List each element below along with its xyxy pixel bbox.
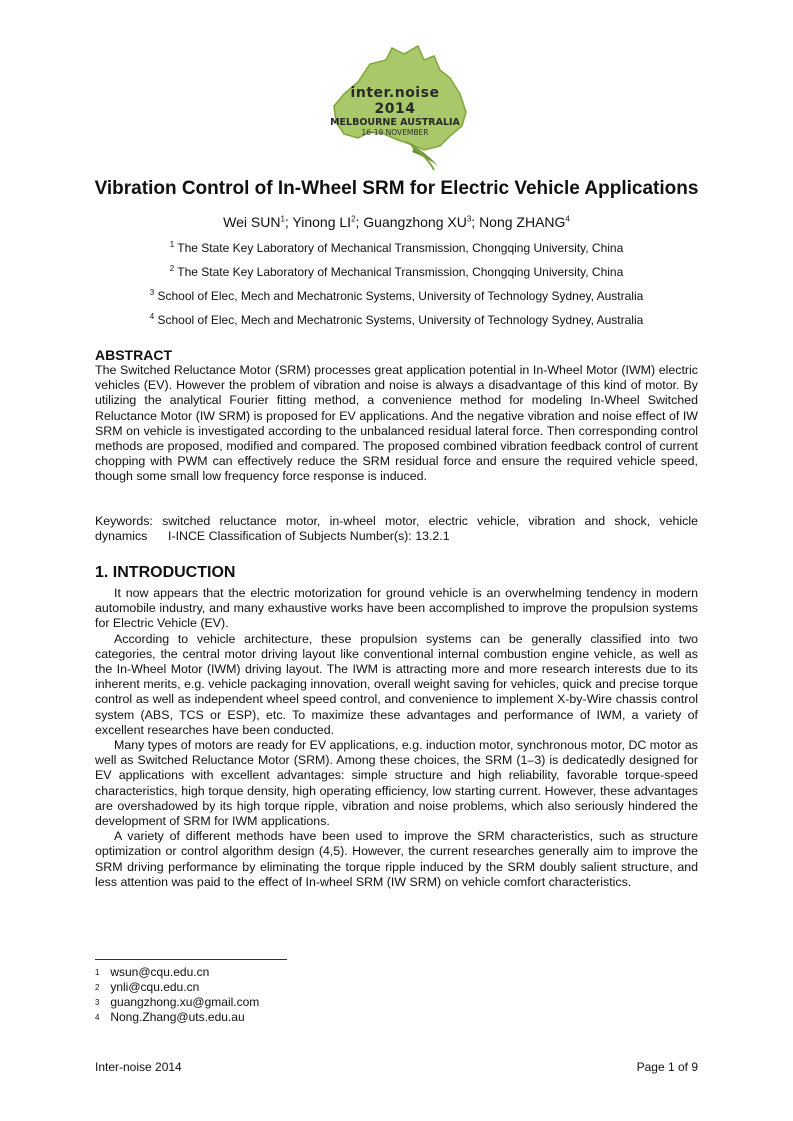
footnote-email: Nong.Zhang@uts.edu.au [110,1010,245,1024]
intro-paragraph: A variety of different methods have been used to improve the SRM characteristics, such as structure optimization or control algorithm design (4,5). However, the current researches generally aim to improve the SRM driving performance by eliminating the torque ripple induced by the SRM doubly salient structure, and less attention was paid to the effect of In-wheel SRM (IW SRM) on vehicle comfort characteristics. [95,829,698,889]
keywords-block [95,514,698,544]
intro-paragraph: It now appears that the electric motorization for ground vehicle is an overwhelming tendency in modern automobile industry, and many exhaustive works have been accomplished to improve the propulsion systems for Electric Vehicle (EV). [95,586,698,631]
logo-line-1: inter.noise 2014 [350,85,440,117]
author [223,214,285,230]
classification-text: I-INCE Classification of Subjects Number(s): 13.2.1 [168,529,450,544]
footnote-2 [95,980,199,995]
affiliation-marker: 1 [169,240,175,249]
paper-title: Vibration Control of In-Wheel SRM for Electric Vehicle Applications [94,178,699,199]
abstract-body [95,363,698,485]
logo-line-2: MELBOURNE AUSTRALIA [330,117,460,128]
footnote-email: ynli@cqu.edu.cn [110,980,200,994]
affiliation-text: The State Key Laboratory of Mechanical Transmission, Chongqing University, China [177,265,624,279]
author-name: Nong ZHANG [479,214,566,230]
footnote-number: 4 [95,1013,100,1022]
author [292,214,355,230]
footnote-number: 3 [95,998,100,1007]
footnote-3 [95,995,259,1010]
footnote-number: 1 [95,968,100,977]
author-name: Wei SUN [223,214,281,230]
author-affiliation-marker: 4 [565,214,570,224]
footnote-4 [95,1010,245,1025]
author-affiliation-marker: 1 [280,214,285,224]
affiliation-text: School of Elec, Mech and Mechatronic Systems, University of Technology Sydney, Australia [157,313,644,327]
introduction-body [95,586,698,890]
keywords-text: Keywords: switched reluctance motor, in-wheel motor, electric vehicle, vibration and shock, vehicle dynamics [95,514,698,544]
footer-conference: Inter-noise 2014 [95,1060,182,1074]
affiliation-marker: 2 [169,264,175,273]
intro-paragraph: Many types of motors are ready for EV applications, e.g. induction motor, synchronous motor, DC motor as well as Switched Reluctance Motor (SRM). Among these choices, the SRM (1–3) is dedicatedly designed for EV applications with excellent advantages: simple structure and high reliability, favorable torque-speed characteristics, high torque density, high operating efficiency, low starting current. However, these advantages are overshadowed by its high torque ripple, vibration and noise problems, which also seriously hindered the development of SRM for IWM applications. [95,738,699,829]
author-list: Wei SUN$^1$; Yinong $LI^2$; Guangzhong $XU^3$; Nong ZHANG$^4$ [223,214,570,230]
footer-page-number: Page 1 of 9 [636,1060,698,1074]
logo-text [330,85,460,137]
author [479,214,570,230]
affiliation-4 [0,313,793,327]
abstract-text: The Switched Reluctance Motor (SRM) processes great application potential in In-Wheel Motor (IWM) electric vehicles (EV). However the problem of vibration and noise is always a disadvantage of this kind of motor. By utilizing the analytical Fourier fitting method, a convenience method for modeling In-Wheel Switched Reluctance Motor (IW SRM) is proposed for EV applications. And the negative vibration and noise effect of IW SRM on vehicle is investigated according to the unbalanced residual lateral force. Then corresponding control methods are proposed, modified and compared. The proposed combined vibration feedback control of current chopping with PWM can effectively reduce the SRM residual force and ensure the required vehicle speed, though some small low frequency force response is induced. [95,363,698,484]
affiliation-marker: 4 [149,312,155,321]
author-name: Yinong LI [292,214,352,230]
footnote-email: guangzhong.xu@gmail.com [110,995,260,1009]
abstract-heading: ABSTRACT [95,347,172,363]
footnote-divider [95,959,287,960]
author-affiliation-marker: 2 [351,214,356,224]
logo-line-3: 16-19 NOVEMBER [361,128,429,137]
footnote-number: 2 [95,983,100,992]
affiliation-3 [0,289,793,303]
affiliation-2 [0,265,793,279]
affiliation-1 [0,241,793,255]
intro-paragraph: According to vehicle architecture, these propulsion systems can be generally classified into two categories, the central motor driving layout like conventional internal combustion engine vehicle, as well as the In-Wheel Motor (IWM) driving layout. The IWM is attracting more and more research interests due to its inherent merits, e.g. vehicle packaging innovation, overall weight saving for vehicles, quick and precise torque control as well as independent wheel speed control, and convenience to implement X-by-Wire chassis control system (ABS, TCS or ESP), etc. To maximize these advantages and performance of IWM, a variety of excellent researches have been conducted. [95,631,698,737]
affiliation-marker: 3 [149,288,155,297]
author [363,214,471,230]
footnote-1 [95,965,209,980]
affiliation-text: The State Key Laboratory of Mechanical Transmission, Chongqing University, China [177,241,624,255]
author-affiliation-marker: 3 [466,214,472,224]
affiliation-text: School of Elec, Mech and Mechatronic Systems, University of Technology Sydney, Australia [157,289,644,303]
introduction-heading: 1. INTRODUCTION [95,564,236,581]
author-name: Guangzhong XU [363,214,467,230]
footnote-email: wsun@cqu.edu.cn [110,965,210,979]
